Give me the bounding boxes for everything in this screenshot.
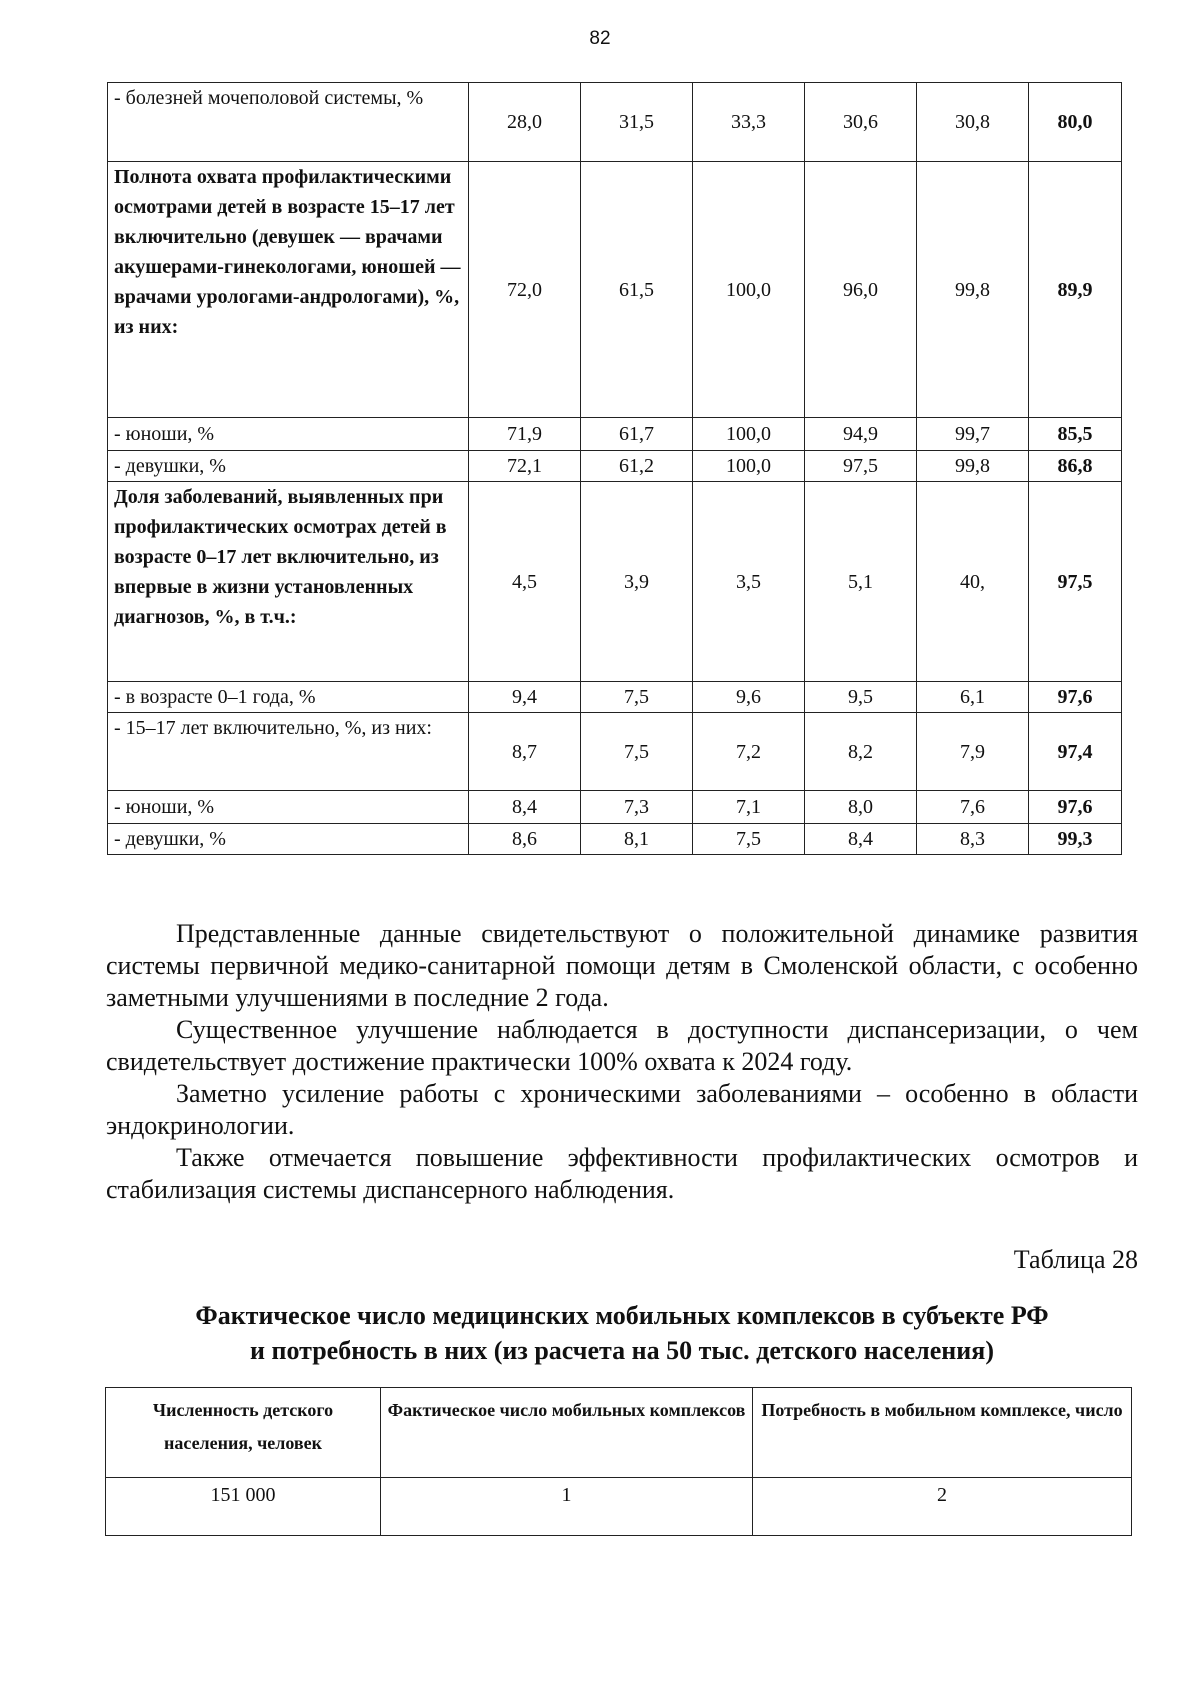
paragraph: Представленные данные свидетельствуют о положительной динамике развития системы первичной медико-санитарной помощи детям в Смоленской области, с особенно заметными улучшениями в последние 2 года. [106, 919, 1138, 1012]
body-text [106, 918, 1138, 1206]
value-cell: 97,4 [1029, 713, 1122, 791]
table-caption: Таблица 28 [1013, 1245, 1138, 1274]
value-cell: 85,5 [1029, 418, 1122, 451]
row-label: Полнота охвата профилактическими осмотрами детей в возрасте 15–17 лет включительно (девушек — врачами акушерами-гинекологами, юношей — врачами урологами-андрологами), %, из них: [108, 162, 469, 418]
row-label: - девушки, % [108, 451, 469, 482]
value-cell: 9,4 [469, 682, 581, 713]
value-cell: 9,5 [805, 682, 917, 713]
value-cell: 97,6 [1029, 791, 1122, 824]
page-number: 82 [589, 28, 611, 49]
value-cell: 7,9 [917, 713, 1029, 791]
value-cell: 97,6 [1029, 682, 1122, 713]
table-title [106, 1298, 1138, 1368]
header-cell: Фактическое число мобильных комплексов [381, 1388, 753, 1478]
table-row [108, 451, 1122, 482]
value-cell: 61,5 [581, 162, 693, 418]
value-cell: 99,3 [1029, 824, 1122, 855]
table-title-line: Фактическое число медицинских мобильных комплексов в субъекте РФ [195, 1301, 1049, 1330]
table-row [108, 162, 1122, 418]
value-cell: 96,0 [805, 162, 917, 418]
value-cell: 100,0 [693, 418, 805, 451]
value-cell: 7,5 [581, 682, 693, 713]
value-cell: 72,1 [469, 451, 581, 482]
value-cell: 100,0 [693, 162, 805, 418]
value-cell: 99,8 [917, 162, 1029, 418]
value-cell: 3,5 [693, 482, 805, 682]
table-title-line: и потребность в них (из расчета на 50 тыс. детского населения) [249, 1336, 994, 1365]
value-cell: 100,0 [693, 451, 805, 482]
value-cell: 99,8 [917, 451, 1029, 482]
value-cell: 97,5 [1029, 482, 1122, 682]
value-cell: 7,2 [693, 713, 805, 791]
table-row [108, 824, 1122, 855]
value-cell: 33,3 [693, 83, 805, 162]
header-cell: Численность детского населения, человек [106, 1388, 381, 1478]
row-label: - 15–17 лет включительно, %, из них: [108, 713, 469, 791]
value-cell: 80,0 [1029, 83, 1122, 162]
value-cell: 8,3 [917, 824, 1029, 855]
value-cell: 86,8 [1029, 451, 1122, 482]
value-cell: 94,9 [805, 418, 917, 451]
value-cell: 9,6 [693, 682, 805, 713]
paragraph: Существенное улучшение наблюдается в доступности диспансеризации, о чем свидетельствует достижение практически 100% охвата к 2024 году. [106, 1015, 1138, 1076]
row-label: - юноши, % [108, 791, 469, 824]
value-cell: 6,1 [917, 682, 1029, 713]
value-cell: 8,4 [805, 824, 917, 855]
value-cell: 3,9 [581, 482, 693, 682]
table-row [108, 713, 1122, 791]
table-row [108, 83, 1122, 162]
table-row [108, 682, 1122, 713]
value-cell: 8,0 [805, 791, 917, 824]
value-cell: 7,1 [693, 791, 805, 824]
row-label: Доля заболеваний, выявленных при профилактических осмотрах детей в возрасте 0–17 лет включительно, из впервые в жизни установленных диагнозов, %, в т.ч.: [108, 482, 469, 682]
row-label: - болезней мочеполовой системы, % [108, 83, 469, 162]
value-cell: 4,5 [469, 482, 581, 682]
value-cell: 151 000 [106, 1478, 381, 1536]
value-cell: 5,1 [805, 482, 917, 682]
value-cell: 8,4 [469, 791, 581, 824]
value-cell: 61,7 [581, 418, 693, 451]
value-cell: 7,6 [917, 791, 1029, 824]
value-cell: 7,3 [581, 791, 693, 824]
value-cell: 89,9 [1029, 162, 1122, 418]
value-cell: 7,5 [693, 824, 805, 855]
row-label: - девушки, % [108, 824, 469, 855]
value-cell: 7,5 [581, 713, 693, 791]
value-cell: 2 [753, 1478, 1132, 1536]
paragraph: Также отмечается повышение эффективности профилактических осмотров и стабилизация системы диспансерного наблюдения. [106, 1143, 1138, 1204]
value-cell: 30,6 [805, 83, 917, 162]
value-cell: 30,8 [917, 83, 1029, 162]
value-cell: 8,6 [469, 824, 581, 855]
row-label: - в возрасте 0–1 года, % [108, 682, 469, 713]
table-row [108, 418, 1122, 451]
table-row [108, 482, 1122, 682]
value-cell: 8,2 [805, 713, 917, 791]
value-cell: 40, [917, 482, 1029, 682]
mobile-complexes-table [105, 1387, 1132, 1536]
value-cell: 61,2 [581, 451, 693, 482]
value-cell: 8,7 [469, 713, 581, 791]
header-cell: Потребность в мобильном комплексе, число [753, 1388, 1132, 1478]
row-label: - юноши, % [108, 418, 469, 451]
value-cell: 31,5 [581, 83, 693, 162]
value-cell: 1 [381, 1478, 753, 1536]
table-row [108, 791, 1122, 824]
value-cell: 97,5 [805, 451, 917, 482]
paragraph: Заметно усиление работы с хроническими заболеваниями – особенно в области эндокринологии. [106, 1079, 1138, 1140]
indicators-table [107, 82, 1122, 855]
value-cell: 8,1 [581, 824, 693, 855]
value-cell: 72,0 [469, 162, 581, 418]
value-cell: 28,0 [469, 83, 581, 162]
value-cell: 71,9 [469, 418, 581, 451]
value-cell: 99,7 [917, 418, 1029, 451]
